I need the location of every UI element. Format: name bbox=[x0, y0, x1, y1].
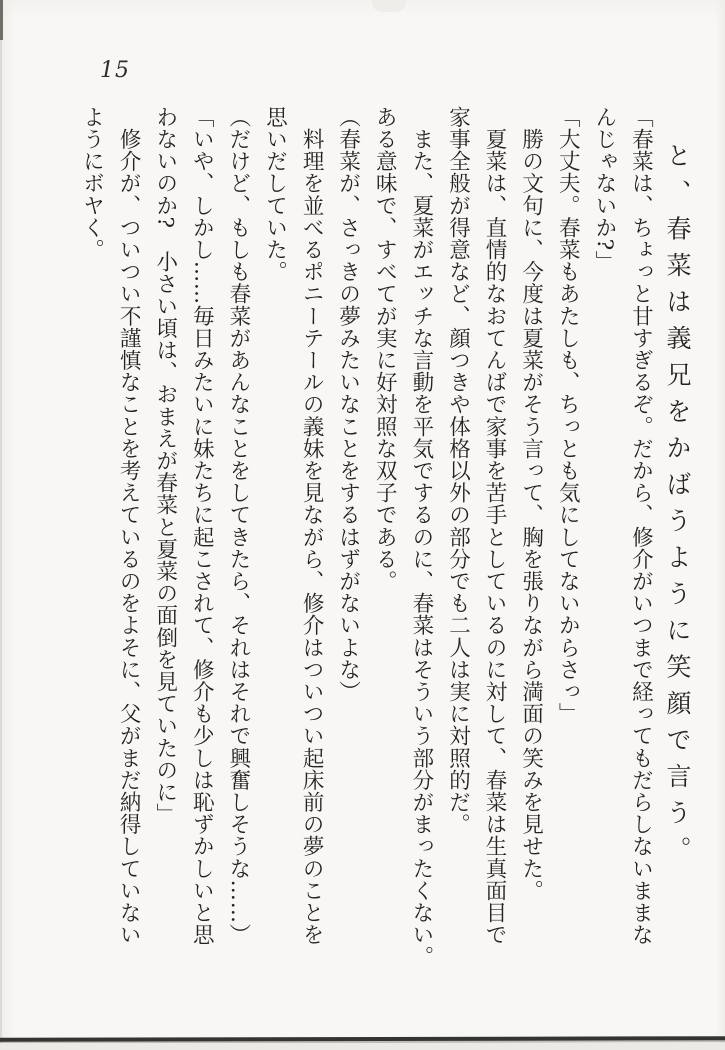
scan-notch bbox=[0, 0, 3, 40]
text-column: ようにボヤく。 bbox=[79, 106, 105, 261]
text-column: 思いだしていた。 bbox=[262, 106, 288, 283]
text-column: 「春菜は、ちょっと甘すぎるぞ。だから、修介がいつまで経ってもだらしないままな bbox=[628, 106, 654, 946]
text-column: （だけど、もしも春菜があんなことをしてきたら、それはそれで興奮しそうな……） bbox=[225, 106, 251, 946]
text-column: 料理を並べるポニーテールの義妹を見ながら、修介はついつい起床前の夢のことを bbox=[299, 106, 325, 946]
text-column: （春菜が、さっきの夢みたいなことをするはずがないよな） bbox=[335, 106, 361, 703]
text-block bbox=[73, 106, 695, 978]
text-column: 「大丈夫。春菜もあたしも、ちっとも気にしてないからさっ」 bbox=[555, 106, 581, 725]
text-column: 修介が、ついつい不謹慎なことを考えているのをよそに、父がまだ納得していない bbox=[116, 106, 142, 946]
scan-edge-bottom bbox=[0, 1036, 725, 1042]
text-column: んじゃないか?」 bbox=[591, 106, 617, 273]
text-column: わないのか? 小さい頃は、おまえが春菜と夏菜の面倒を見ていたのに」 bbox=[152, 106, 178, 826]
text-column: 家事全般が得意など、顔つきや体格以外の部分でも二人は実に対照的だ。 bbox=[445, 106, 471, 836]
scan-strip-bottom bbox=[0, 1043, 725, 1050]
text-column: 勝の文句に、今度は夏菜がそう言って、胸を張りながら満面の笑みを見せた。 bbox=[518, 106, 544, 902]
text-column: また、夏菜がエッチな言動を平気でするのに、春菜はそういう部分がまったくない。 bbox=[408, 106, 434, 968]
text-column: 夏菜は、直情的なおてんばで家事を苦手としているのに対して、春菜は生真面目で bbox=[482, 106, 508, 946]
text-column: 「いや、しかし……毎日みたいに妹たちに起こされて、修介も少しは恥ずかしいと思 bbox=[189, 106, 215, 946]
scan-edge-left bbox=[0, 0, 2, 1050]
page-number: 15 bbox=[100, 58, 130, 83]
text-column: と、春菜は義兄をかばうように笑顔で言う。 bbox=[663, 106, 692, 873]
text-column: ある意味で、すべてが実に好対照な双子である。 bbox=[372, 106, 398, 593]
scan-smudge bbox=[372, 0, 406, 12]
